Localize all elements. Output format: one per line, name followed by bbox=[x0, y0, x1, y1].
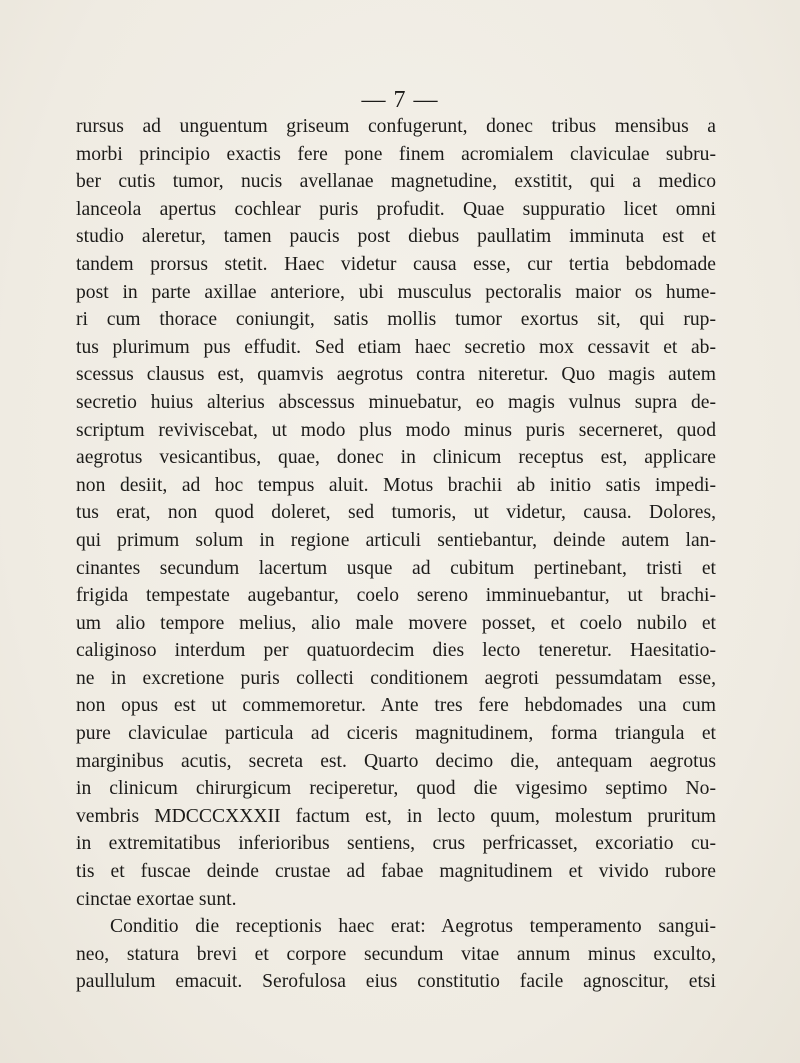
text-line: vembris MDCCCXXXII factum est, in lecto quum, molestum pruritum bbox=[76, 805, 716, 827]
text-line: lanceola apertus cochlear puris profudit. Quae suppuratio licet omni bbox=[76, 198, 716, 220]
text-line: um alio tempore melius, alio male movere posset, et coelo nubilo et bbox=[76, 612, 716, 634]
text-line: tus erat, non quod doleret, sed tumoris, ut videtur, causa. Dolores, bbox=[76, 502, 716, 524]
text-line: scessus clausus est, quamvis aegrotus contra niteretur. Quo magis autem bbox=[76, 364, 716, 386]
text-line: in extremitatibus inferioribus sentiens, crus perfricasset, excoriatio cu- bbox=[76, 833, 716, 855]
text-line: rursus ad unguentum griseum confugerunt, donec tribus mensibus a bbox=[76, 116, 716, 137]
text-line: cinantes secundum lacertum usque ad cubitum pertinebant, tristi et bbox=[76, 557, 716, 579]
text-line: ri cum thorace coniungit, satis mollis tumor exortus sit, qui rup- bbox=[76, 309, 716, 331]
text-line: neo, statura brevi et corpore secundum vitae annum minus exculto, bbox=[76, 943, 716, 965]
text-line: studio aleretur, tamen paucis post diebus paullatim imminuta est et bbox=[76, 226, 716, 248]
text-line: marginibus acutis, secreta est. Quarto decimo die, antequam aegrotus bbox=[76, 750, 716, 772]
body-text bbox=[76, 113, 716, 996]
text-line: Conditio die receptionis haec erat: Aegrotus temperamento sangui- bbox=[110, 916, 716, 938]
text-line: ber cutis tumor, nucis avellanae magnetudine, exstitit, qui a medico bbox=[76, 171, 716, 193]
text-line: pure claviculae particula ad ciceris magnitudinem, forma triangula et bbox=[76, 723, 716, 745]
text-line: tandem prorsus stetit. Haec videtur causa esse, cur tertia bebdomade bbox=[76, 253, 716, 275]
paragraph-1 bbox=[76, 113, 716, 913]
text-line: ne in excretione puris collecti conditionem aegroti pessumdatam esse, bbox=[76, 667, 716, 689]
text-line: aegrotus vesicantibus, quae, donec in clinicum receptus est, applicare bbox=[76, 447, 716, 469]
text-line: tus plurimum pus effudit. Sed etiam haec secretio mox cessavit et ab- bbox=[76, 336, 716, 358]
text-line: morbi principio exactis fere pone finem acromialem claviculae subru- bbox=[76, 143, 716, 165]
text-line: non opus est ut commemoretur. Ante tres fere hebdomades una cum bbox=[76, 695, 716, 717]
text-line: tis et fuscae deinde crustae ad fabae magnitudinem et vivido rubore bbox=[76, 861, 716, 883]
text-line: post in parte axillae anteriore, ubi musculus pectoralis maior os hume- bbox=[76, 281, 716, 303]
text-line: scriptum reviviscebat, ut modo plus modo minus puris secerneret, quod bbox=[76, 419, 716, 441]
text-line: frigida tempestate augebantur, coelo sereno imminuebantur, ut brachi- bbox=[76, 585, 716, 607]
text-line: paullulum emacuit. Serofulosa eius constitutio facile agnoscitur, etsi bbox=[76, 971, 716, 993]
text-line: in clinicum chirurgicum reciperetur, quod die vigesimo septimo No- bbox=[76, 778, 716, 800]
paragraph-2 bbox=[76, 913, 716, 996]
text-line: secretio huius alterius abscessus minuebatur, eo magis vulnus supra de- bbox=[76, 391, 716, 413]
text-line: non desiit, ad hoc tempus aluit. Motus brachii ab initio satis impedi- bbox=[76, 474, 716, 496]
text-line: caliginoso interdum per quatuordecim dies lecto teneretur. Haesitatio- bbox=[76, 640, 716, 662]
text-line: cinctae exortae sunt. bbox=[76, 888, 237, 910]
text-line: qui primum solum in regione articuli sentiebantur, deinde autem lan- bbox=[76, 529, 716, 551]
page-number: — 7 — bbox=[361, 87, 439, 113]
